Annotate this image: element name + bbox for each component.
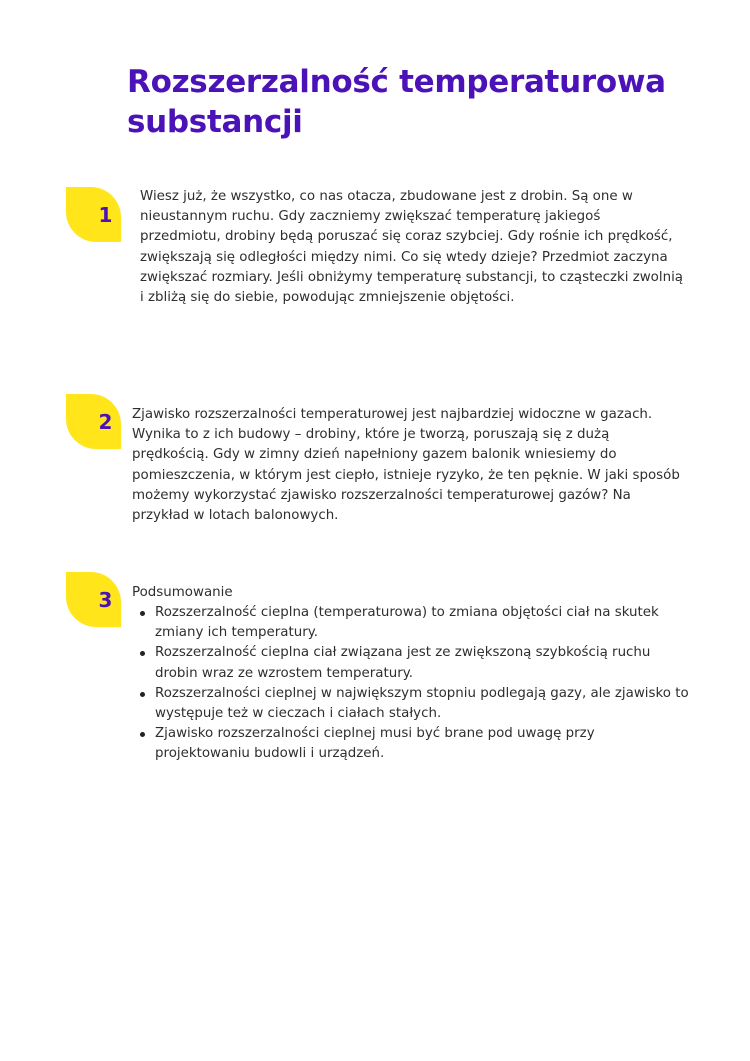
- list-item-text: Rozszerzalność cieplna (temperaturowa) to zmiana objętości ciał na skutek zmiany ich temperatury.: [155, 605, 659, 641]
- section-1-badge: 1: [66, 187, 121, 242]
- list-item: [132, 643, 692, 683]
- list-item: [132, 724, 692, 764]
- summary-list: [132, 603, 692, 765]
- section-3-badge: 3: [66, 572, 121, 627]
- bullet-icon: [140, 651, 145, 656]
- page-title: Rozszerzalność temperaturowa substancji: [127, 64, 666, 140]
- list-item-text: Rozszerzalności cieplnej w największym stopniu podlegają gazy, ale zjawisko to występuje też w cieczach i ciałach stałych.: [155, 685, 689, 722]
- section-2-text: Zjawisko rozszerzalności temperaturowej jest najbardziej widoczne w gazach. Wynika to z ich budowy – drobiny, które je tworzą, poruszają się z dużą prędkością. Gdy w zimny dzień napełniony gazem balonik wniesiemy do pomieszczenia, w którym jest ciepło, istnieje ryzyko, że ten pęknie. W jaki sposób możemy wykorzystać zjawisko rozszerzalności temperaturowej gazów? Na przykład w lotach balonowych.: [132, 407, 680, 524]
- section-2-badge: 2: [66, 394, 121, 449]
- list-item-text: Zjawisko rozszerzalności cieplnej musi być brane pod uwagę przy projektowaniu budowli i urządzeń.: [155, 726, 595, 762]
- bullet-icon: [140, 732, 145, 737]
- bullet-icon: [140, 611, 145, 616]
- list-item-text: Rozszerzalność cieplna ciał związana jest ze zwiększoną szybkością ruchu drobin wraz ze wzrostem temperatury.: [155, 645, 651, 681]
- bullet-icon: [140, 692, 145, 697]
- section-1-text: Wiesz już, że wszystko, co nas otacza, zbudowane jest z drobin. Są one w nieustannym ruchu. Gdy zaczniemy zwiększać temperaturę jakiegoś przedmiotu, drobiny będą poruszać się coraz szybciej. Gdy rośnie ich prędkość, zwiększają się odległości między nimi. Co się wtedy dzieje? Przedmiot zaczyna zwiększać rozmiary. Jeśli obniżymy temperaturę substancji, to cząsteczki zwolnią i zbliżą się do siebie, powodując zmniejszenie objętości.: [140, 189, 684, 306]
- list-item: [132, 603, 692, 643]
- list-item: [132, 684, 692, 724]
- summary-heading: Podsumowanie: [132, 585, 233, 600]
